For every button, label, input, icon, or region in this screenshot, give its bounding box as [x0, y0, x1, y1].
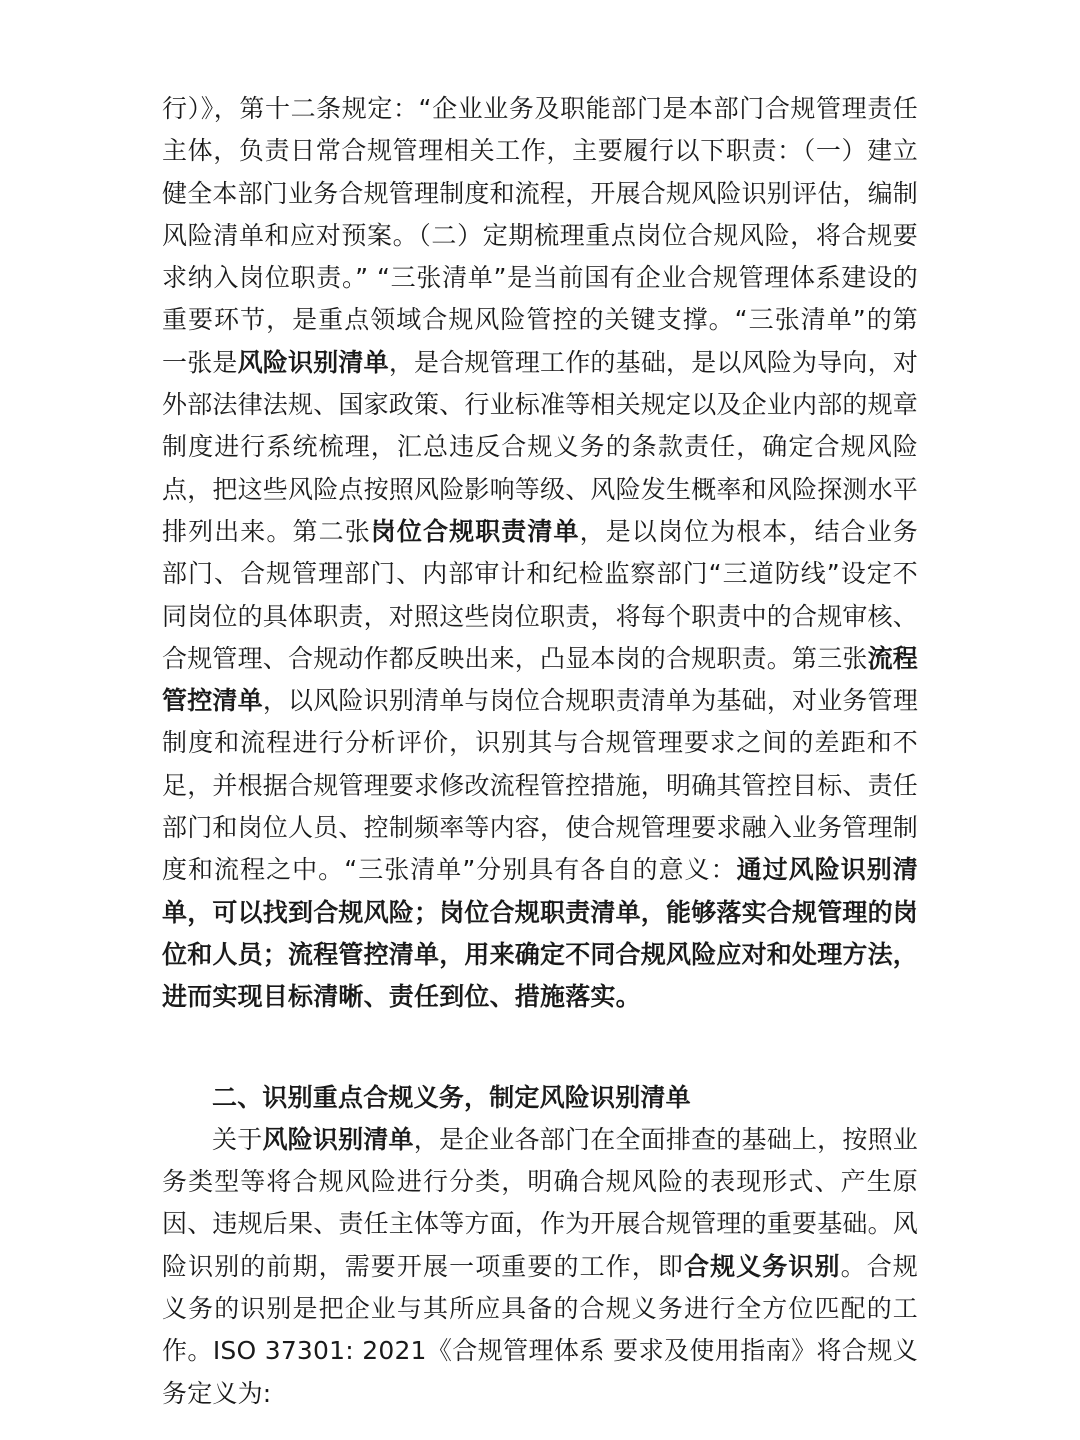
text-run: ，是企业各部门在全面排查的基础上，按照业务类型等将合规风险进行分类，明确合规风险的表现形式、产生原因、违规后果、责任主体等方面，作为开展合规管理的重要基础。风险识别的前期，需要开展一项重要的工作，即 — [162, 1124, 919, 1281]
bold-term-post-compliance-duty-list: 岗位合规职责清单 — [370, 516, 580, 546]
text-run: ，是合规管理工作的基础，是以风险为导向，对外部法律法规、国家政策、行业标准等相关规定以及企业内部的规章制度进行系统梳理，汇总违反合规义务的条款责任，确定合规风险点，把这些风险点按照风险影响等级、风险发生概率和风险探测水平排列出来。第二张 — [162, 347, 919, 546]
text-run: ，是以岗位为根本，结合业务部门、合规管理部门、内部审计和纪检监察部门“三道防线”设定不同岗位的具体职责，对照这些岗位职责，将每个职责中的合规审核、合规管理、合规动作都反映出来，凸显本岗的合规职责。第三张 — [162, 516, 919, 673]
text-run: 。合规义务的识别是把企业与其所应具备的合规义务进行全方位匹配的工作。ISO 37301: 2021《合规管理体系 要求及使用指南》将合规义务定义为: — [162, 1251, 918, 1408]
paragraph-risk-identification — [162, 1119, 918, 1415]
text-run: 行）》，第十二条规定：“企业业务及职能部门是本部门合规管理责任主体，负责日常合规管理相关工作，主要履行以下职责：（一）建立健全本部门业务合规管理制度和流程，开展合规风险识别评估，编制风险清单和应对预案。（二）定期梳理重点岗位合规风险，将合规要求纳入岗位职责。” “三张清单”是当前国有企业合规管理体系建设的重要环节，是重点领域合规风险管控的关键支撑。“三张清单”的第一张是 — [162, 94, 919, 377]
text-run: ，以风险识别清单与岗位合规职责清单为基础，对业务管理制度和流程进行分析评价，识别其与合规管理要求之间的差距和不足，并根据合规管理要求修改流程管控措施，明确其管控目标、责任部门和岗位人员、控制频率等内容，使合规管理要求融入业务管理制度和流程之中。“三张清单”分别具有各自的意义： — [162, 686, 919, 885]
bold-term-compliance-obligation-identification: 合规义务识别 — [683, 1251, 841, 1281]
document-page — [162, 88, 918, 1415]
bold-term-process-control-list: 流程管控清单 — [162, 643, 919, 716]
section-heading: 二、识别重点合规义务，制定风险识别清单 — [212, 1082, 691, 1112]
bold-term-risk-identification-list: 风险识别清单 — [237, 347, 389, 377]
paragraph-three-lists — [162, 88, 918, 1019]
text-run: 关于 — [212, 1124, 263, 1154]
bold-term-risk-identification-list: 风险识别清单 — [262, 1124, 414, 1154]
bold-summary-sentence: 通过风险识别清单，可以找到合规风险；岗位合规职责清单，能够落实合规管理的岗位和人员；流程管控清单，用来确定不同合规风险应对和处理方法，进而实现目标清晰、责任到位、措施落实。 — [162, 855, 919, 1012]
